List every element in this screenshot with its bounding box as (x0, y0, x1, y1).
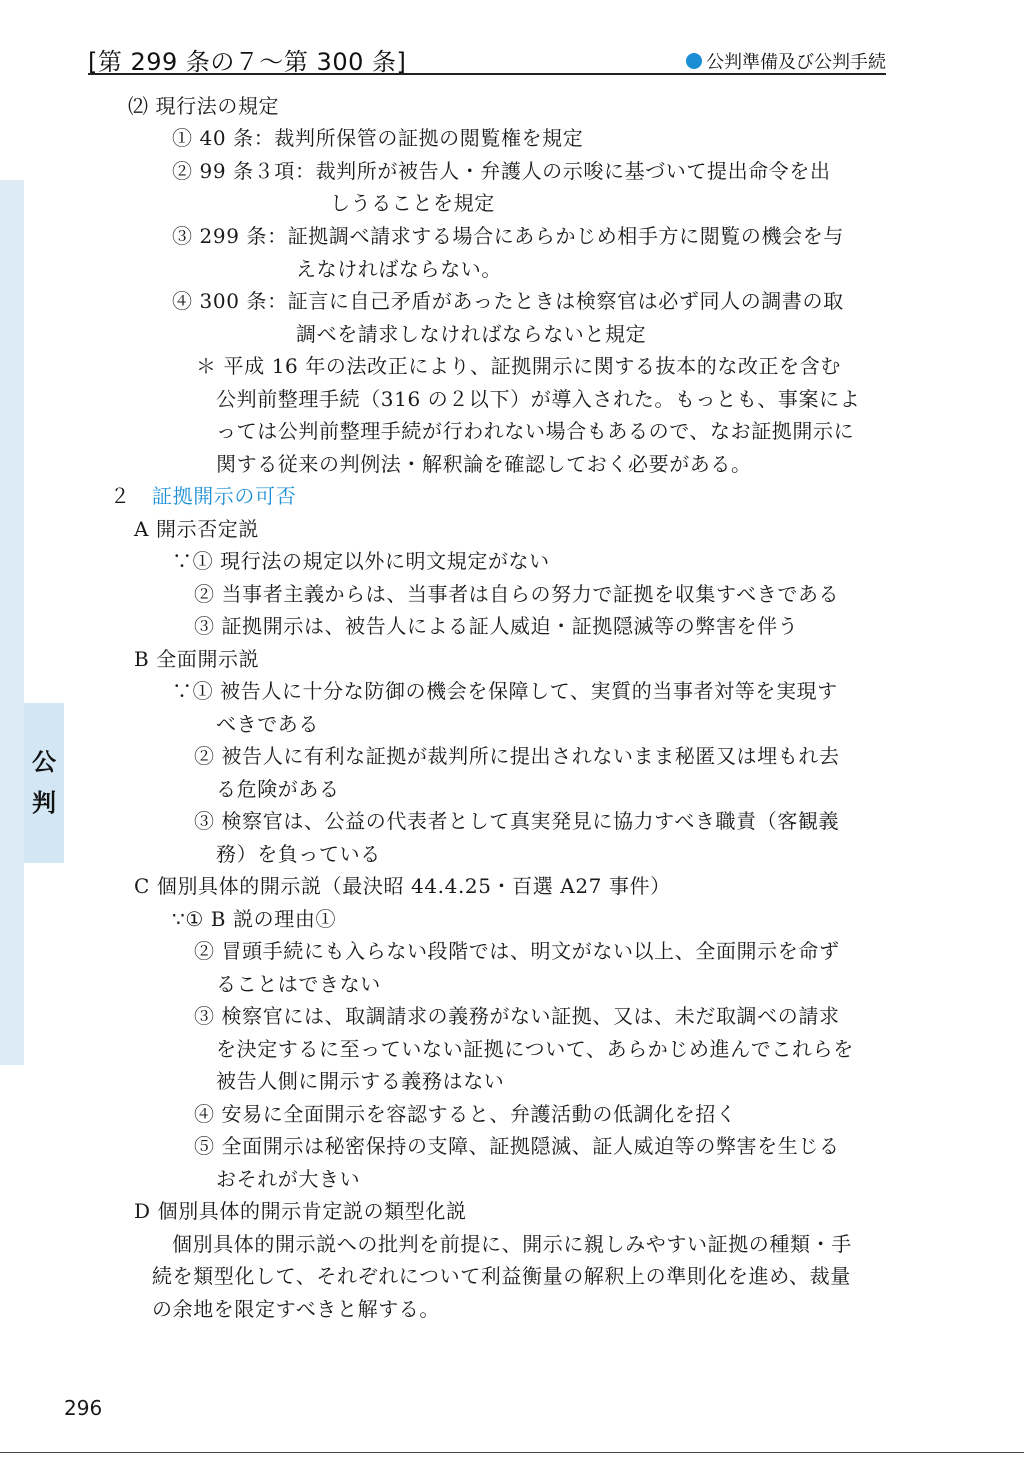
text-line: ＊ 平成 16 年の法改正により、証拠開示に関する抜本的な改正を含む (196, 354, 841, 378)
text-line: を決定するに至っていない証拠について、あらかじめ進んでこれらを (216, 1037, 854, 1061)
text-line: ② 被告人に有利な証拠が裁判所に提出されないまま秘匿又は埋もれ去 (194, 744, 840, 768)
text-line: ることはできない (216, 972, 381, 996)
text-line: ② 冒頭手続にも入らない段階では、明文がない以上、全面開示を命ず (194, 939, 840, 963)
text-line: 務）を負っている (216, 842, 381, 866)
text-line: 関する従来の判例法・解釈論を確認しておく必要がある。 (216, 452, 752, 476)
text-line: ∵① 被告人に十分な防御の機会を保障して、実質的当事者対等を実現す (172, 679, 838, 703)
text-line: 続を類型化して、それぞれについて利益衡量の解釈上の準則化を進め、裁量 (152, 1264, 851, 1288)
text-line: ④ 安易に全面開示を容認すると、弁護活動の低調化を招く (194, 1102, 737, 1126)
text-line: おそれが大きい (216, 1167, 361, 1191)
text-line: A 開示否定説 (134, 517, 260, 541)
side-strip (0, 180, 24, 1065)
section-reference: [第 299 条の７～第 300 条] (88, 48, 407, 76)
text-line: ③ 検察官は、公益の代表者として真実発見に協力すべき職責（客観義 (194, 809, 840, 833)
page-number: 296 (64, 1396, 103, 1420)
chapter-title: 公判準備及び公判手続 (706, 52, 886, 73)
text-line: ① 40 条：裁判所保管の証拠の閲覧権を規定 (172, 126, 584, 150)
text-line: っては公判前整理手続が行われない場合もあるので、なお証拠開示に (216, 419, 855, 443)
text-line: しうることを規定 (330, 191, 495, 215)
text-line: 個別具体的開示説への批判を前提に、開示に親しみやすい証拠の種類・手 (172, 1232, 852, 1256)
section-heading: 証拠開示の可否 (152, 484, 297, 508)
side-tab-char-2: 判 (32, 789, 56, 817)
text-line: ∵① B 説の理由① (172, 907, 337, 931)
header-rule (88, 73, 886, 75)
bottom-rule (0, 1452, 1024, 1453)
text-line: B 全面開示説 (134, 647, 260, 671)
text-line: ② 当事者主義からは、当事者は自らの努力で証拠を収集すべきである (194, 582, 840, 606)
side-tab-char-1: 公 (32, 748, 56, 777)
text-line: C 個別具体的開示説（最決昭 44.4.25・百選 A27 事件） (134, 874, 671, 898)
text-line: ③ 299 条：証拠調べ請求する場合にあらかじめ相手方に閲覧の機会を与 (172, 224, 844, 248)
text-line: ③ 証拠開示は、被告人による証人威迫・証拠隠滅等の弊害を伴う (194, 614, 799, 638)
text-line: えなければならない。 (296, 257, 502, 281)
text-line: の余地を限定すべきと解する。 (152, 1297, 440, 1321)
text-line: 被告人側に開示する義務はない (216, 1069, 505, 1093)
text-line: ② 99 条３項：裁判所が被告人・弁護人の示唆に基づいて提出命令を出 (172, 159, 831, 183)
text-line: ④ 300 条：証言に自己矛盾があったときは検察官は必ず同人の調書の取 (172, 289, 844, 313)
section-number: ２ (110, 484, 131, 508)
text-line: ③ 検察官には、取調請求の義務がない証拠、又は、未だ取調べの請求 (194, 1004, 840, 1028)
chapter-label (686, 48, 886, 74)
text-line: 公判前整理手続（316 の２以下）が導入された。もっとも、事案によ (216, 387, 861, 411)
text-line: ∵① 現行法の規定以外に明文規定がない (172, 549, 550, 573)
text-line: ⑤ 全面開示は秘密保持の支障、証拠隠滅、証人威迫等の弊害を生じる (194, 1134, 840, 1158)
side-tab-edge (0, 703, 24, 863)
text-line: D 個別具体的開示肯定説の類型化説 (134, 1199, 467, 1223)
text-line: 調べを請求しなければならないと規定 (296, 322, 647, 346)
side-tab-label (24, 703, 64, 863)
side-tab (0, 703, 64, 863)
text-line: る危険がある (216, 777, 340, 801)
text-line: ⑵ 現行法の規定 (128, 94, 280, 118)
text-line: べきである (216, 712, 319, 736)
chapter-dot-icon (686, 53, 702, 69)
